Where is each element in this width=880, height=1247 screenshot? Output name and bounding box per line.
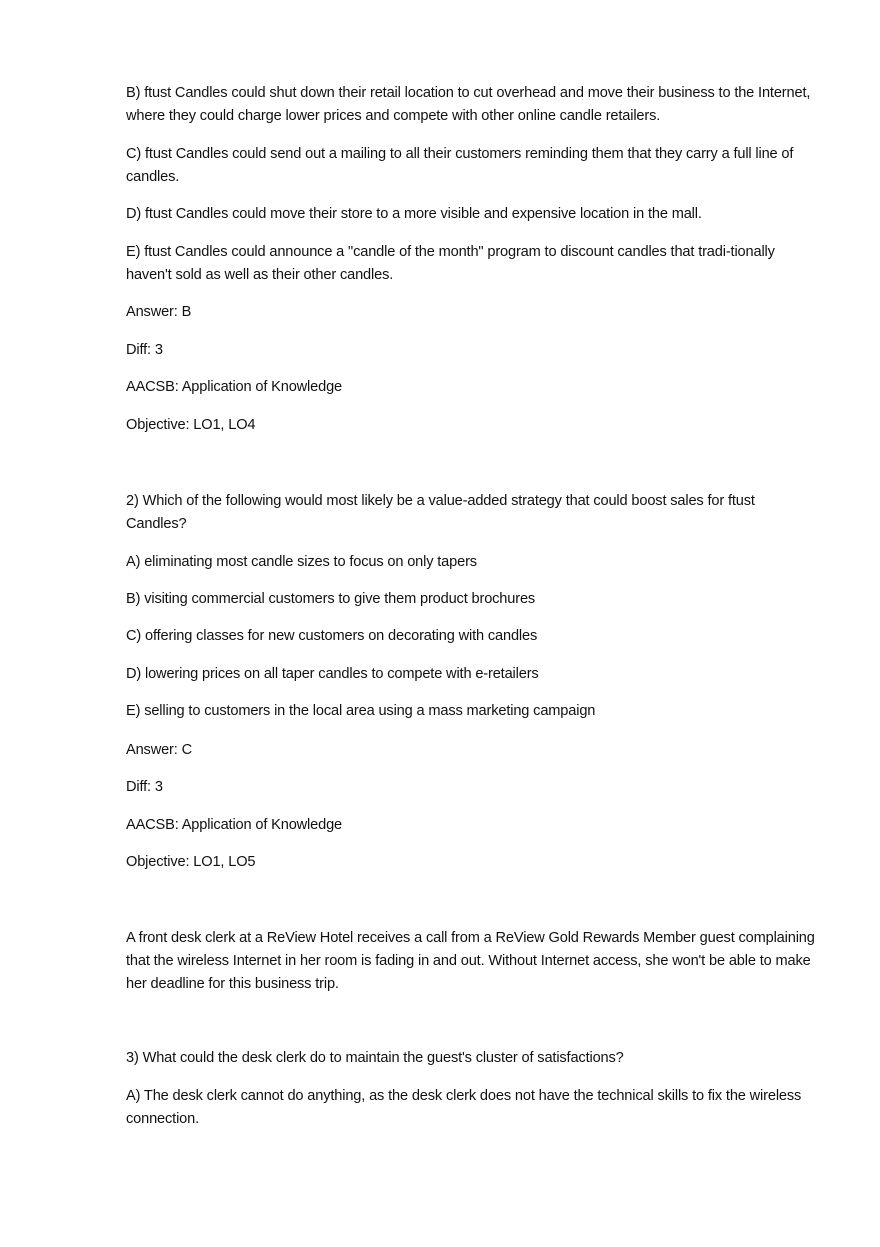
q2-option-e: E) selling to customers in the local area using a mass marketing campaign <box>126 703 596 719</box>
q1-option-b: B) ftust Candles could shut down their retail location to cut overhead and move their business to the Internet, where they could charge lower prices and compete with other online candle retailers. <box>126 85 811 124</box>
q2-answer: Answer: C <box>126 742 192 758</box>
q1-aacsb: AACSB: Application of Knowledge <box>126 379 343 395</box>
q2-option-b: B) visiting commercial customers to give them product brochures <box>126 591 536 607</box>
q2-objective: Objective: LO1, LO5 <box>126 854 256 870</box>
q2-option-c: C) offering classes for new customers on decorating with candles <box>126 628 538 644</box>
q1-option-c: C) ftust Candles could send out a mailing to all their customers reminding them that they carry a full line of candles. <box>126 146 794 185</box>
q2-option-a: A) eliminating most candle sizes to focus on only tapers <box>126 554 477 570</box>
q3-option-a: A) The desk clerk cannot do anything, as the desk clerk does not have the technical skills to fix the wireless connection. <box>126 1088 802 1127</box>
q2-difficulty: Diff: 3 <box>126 779 163 795</box>
q2-option-d: D) lowering prices on all taper candles to compete with e-retailers <box>126 666 539 682</box>
q1-answer: Answer: B <box>126 304 192 320</box>
q2-aacsb: AACSB: Application of Knowledge <box>126 817 343 833</box>
scenario-paragraph: A front desk clerk at a ReView Hotel receives a call from a ReView Gold Rewards Member guest complaining that the wireless Internet in her room is fading in and out. Without Internet access, she won't be able to make her deadline for this business trip. <box>126 930 815 992</box>
q1-option-d: D) ftust Candles could move their store to a more visible and expensive location in the mall. <box>126 206 702 222</box>
q1-difficulty: Diff: 3 <box>126 342 163 358</box>
q3-question: 3) What could the desk clerk do to maintain the guest's cluster of satisfactions? <box>126 1050 624 1066</box>
q1-objective: Objective: LO1, LO4 <box>126 417 256 433</box>
q2-question: 2) Which of the following would most likely be a value-added strategy that could boost sales for ftust Candles? <box>126 493 755 532</box>
q1-option-e: E) ftust Candles could announce a "candle of the month" program to discount candles that tradi-tionally haven't sold as well as their other candles. <box>126 244 775 283</box>
